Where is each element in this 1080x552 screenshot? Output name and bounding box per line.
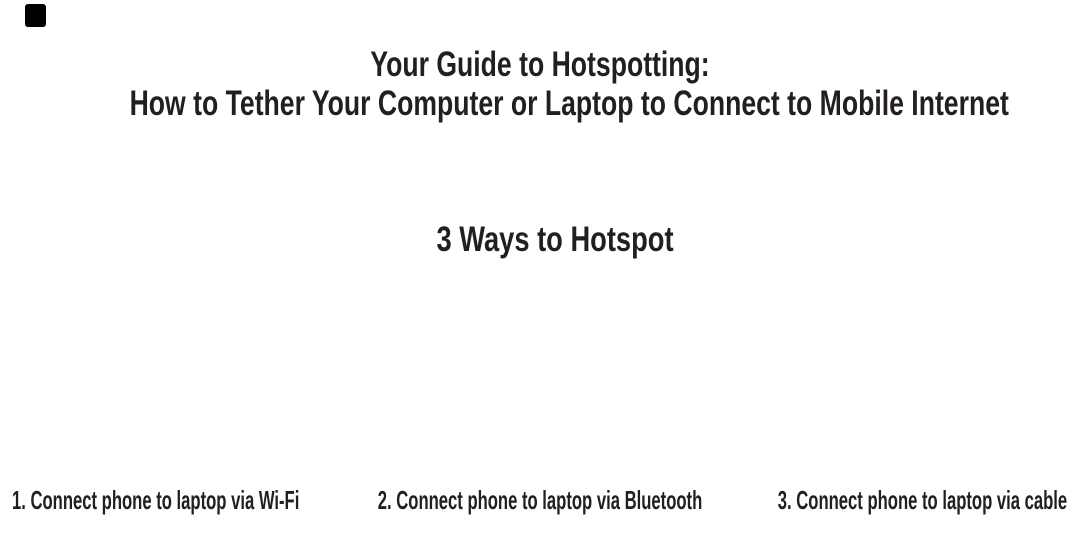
method-item-bluetooth: 2. Connect phone to laptop via Bluetooth [377,485,703,515]
black-square-icon [25,4,46,27]
method-item-cable: 3. Connect phone to laptop via cable [777,485,1067,515]
section-heading: 3 Ways to Hotspot [436,220,674,259]
title-line-1: Your Guide to Hotspotting: [370,45,710,84]
title-line-2: How to Tether Your Computer or Laptop to Connect to Mobile Internet [129,84,1009,123]
method-item-wifi: 1. Connect phone to laptop via Wi-Fi [12,485,300,515]
page-title [129,45,1009,123]
